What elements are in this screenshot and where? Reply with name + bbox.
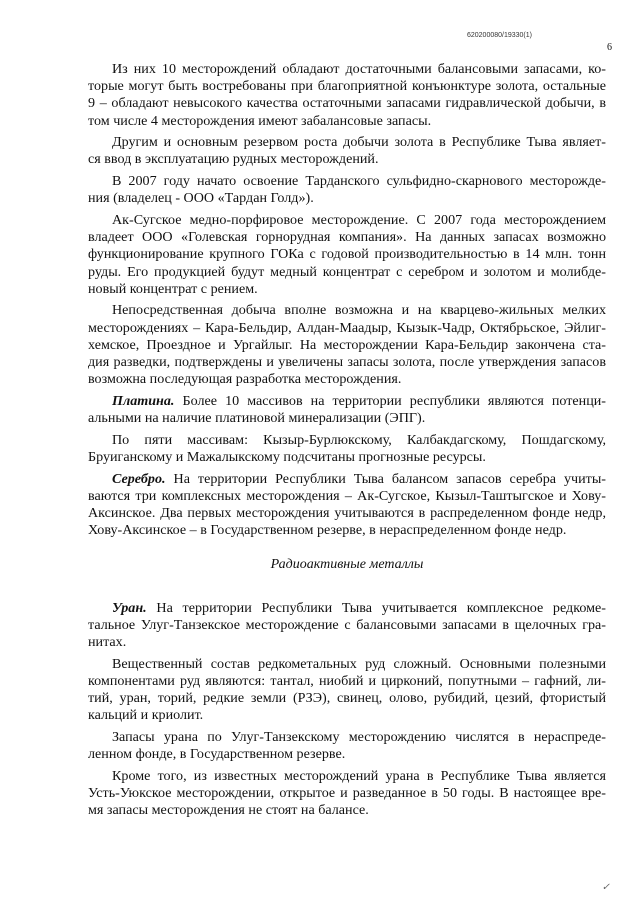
- text-line: Непосредственная добыча вполне возможна и на кварцево-жильных мелких: [112, 302, 606, 319]
- paragraph: [88, 768, 606, 820]
- handwritten-mark: ✓: [601, 882, 610, 893]
- paragraph-platinum: Платина. Более 10 массивов на территории республики являются потенци- альными на наличие платиновой минерализации (ЭПГ).: [88, 392, 606, 427]
- text-line: Ак-Сугское медно-порфировое месторождение. С 2007 года месторождением: [112, 212, 606, 228]
- paragraph: [88, 302, 606, 388]
- text-line: Вещественный состав редкометальных руд сложный. Основными полезными: [112, 655, 606, 672]
- text-line: торые могут быть востребованы при благоприятной конъюнктуре золота, остальные: [88, 78, 606, 95]
- text-line: Усть-Уюкское месторождении, открытое и разведанное в 50 годы. В настоящее вре-: [88, 784, 606, 801]
- term-silver: Серебро.: [112, 470, 166, 487]
- paragraphs-top: [88, 61, 606, 388]
- paragraph-uranium: Уран. На территории Республики Тыва учитывается комплексное редкоме- тальное Улуг-Танзекское месторождение с балансовыми запасами в щелочных гра- нитах.: [88, 599, 606, 650]
- text-line: тий, уран, торий, редкие земли (РЗЭ), свинец, олово, рубидий, цезий, фтористый: [88, 690, 606, 707]
- text-line: месторождениях – Кара-Бельдир, Алдан-Маадыр, Кызык-Чадр, Октябрьское, Эйлиг-: [88, 319, 606, 336]
- paragraph: [88, 61, 606, 130]
- text-line: Запасы урана по Улуг-Танзекскому месторождению числятся в нераспреде-: [112, 728, 606, 745]
- text-line: владеет ООО «Голевская горнорудная компания». На данных запасах возможно: [88, 229, 606, 246]
- paragraph: [88, 729, 606, 763]
- paragraph-massifs: По пяти массивам: Кызыр-Бурлюкскому, Калбакдагскому, Пошдагскому, Бруиганскому и Мажалыкскому подсчитаны прогнозные ресурсы.: [88, 431, 606, 465]
- document-id: 620200080/19330(1): [466, 32, 532, 39]
- text-line: хемское, Проездное и Ургайлыг. На месторождении Кара-Бельдир закончена ста-: [88, 336, 606, 353]
- term-platinum: Платина.: [112, 392, 175, 409]
- text-line: возможна последующая разработка месторождения.: [88, 371, 402, 388]
- paragraph: [88, 656, 606, 725]
- paragraph-silver: Серебро. На территории Республики Тыва балансом запасов серебра учиты- ваются три комплексных месторождения – Ак-Сугское, Кызыл-Таштыгское и Хову- Аксинское. Два первых месторождения учитываются в распределенном фонде недр, Хову-Аксинское – в Государственном резерве, в нераспределенном фонде недр.: [88, 470, 606, 539]
- text-line: ленном фонде, в Государственном резерве.: [88, 746, 346, 763]
- text-line: мя запасы месторождения не стоят на балансе.: [88, 802, 369, 819]
- text-line: Кроме того, из известных месторождений урана в Республике Тыва является: [112, 767, 606, 784]
- text-line: ния (владелец - ООО «Тардан Голд»).: [88, 190, 314, 207]
- paragraph: [88, 134, 606, 168]
- term-uranium: Уран.: [112, 599, 147, 616]
- text-line: 9 – обладают невысокого качества остаточными запасами гидравлической добычи, в: [88, 95, 606, 112]
- text-line: руды. Его продукцией будут медный концентрат с серебром и золотом и молибде-: [88, 263, 606, 280]
- text-line: новый концентрат с рением.: [88, 280, 258, 297]
- text-line: функционирование крупного ГОКа с годовой производительностью в 14 млн. тонн: [88, 246, 606, 263]
- text-line: Из них 10 месторождений обладают достаточными балансовыми запасами, ко-: [112, 61, 606, 77]
- section-heading: Радиоактивные металлы: [270, 557, 424, 573]
- text-line: кальций и криолит.: [88, 707, 204, 724]
- text-line: дия разведки, подтверждены и увеличены запасы золота, после утверждения запасов: [88, 354, 606, 370]
- text-line: ся ввод в эксплуатацию рудных месторождений.: [88, 151, 379, 168]
- text-line: Другим и основным резервом роста добычи золота в Республике Тыва являет-: [112, 134, 606, 151]
- paragraph: [88, 173, 606, 207]
- text-line: В 2007 году начато освоение Тарданского сульфидно-скарнового месторожде-: [112, 173, 606, 190]
- text-line: том числе 4 месторождения имеют забалансовые запасы.: [88, 112, 432, 129]
- document-body: [88, 61, 606, 824]
- page-number: 6: [607, 42, 612, 53]
- paragraph: [88, 212, 606, 298]
- paragraphs-bottom: [88, 656, 606, 820]
- text-line: компонентами руд являются: тантал, ниобий и цирконий, попутными – гафний, ли-: [88, 672, 606, 689]
